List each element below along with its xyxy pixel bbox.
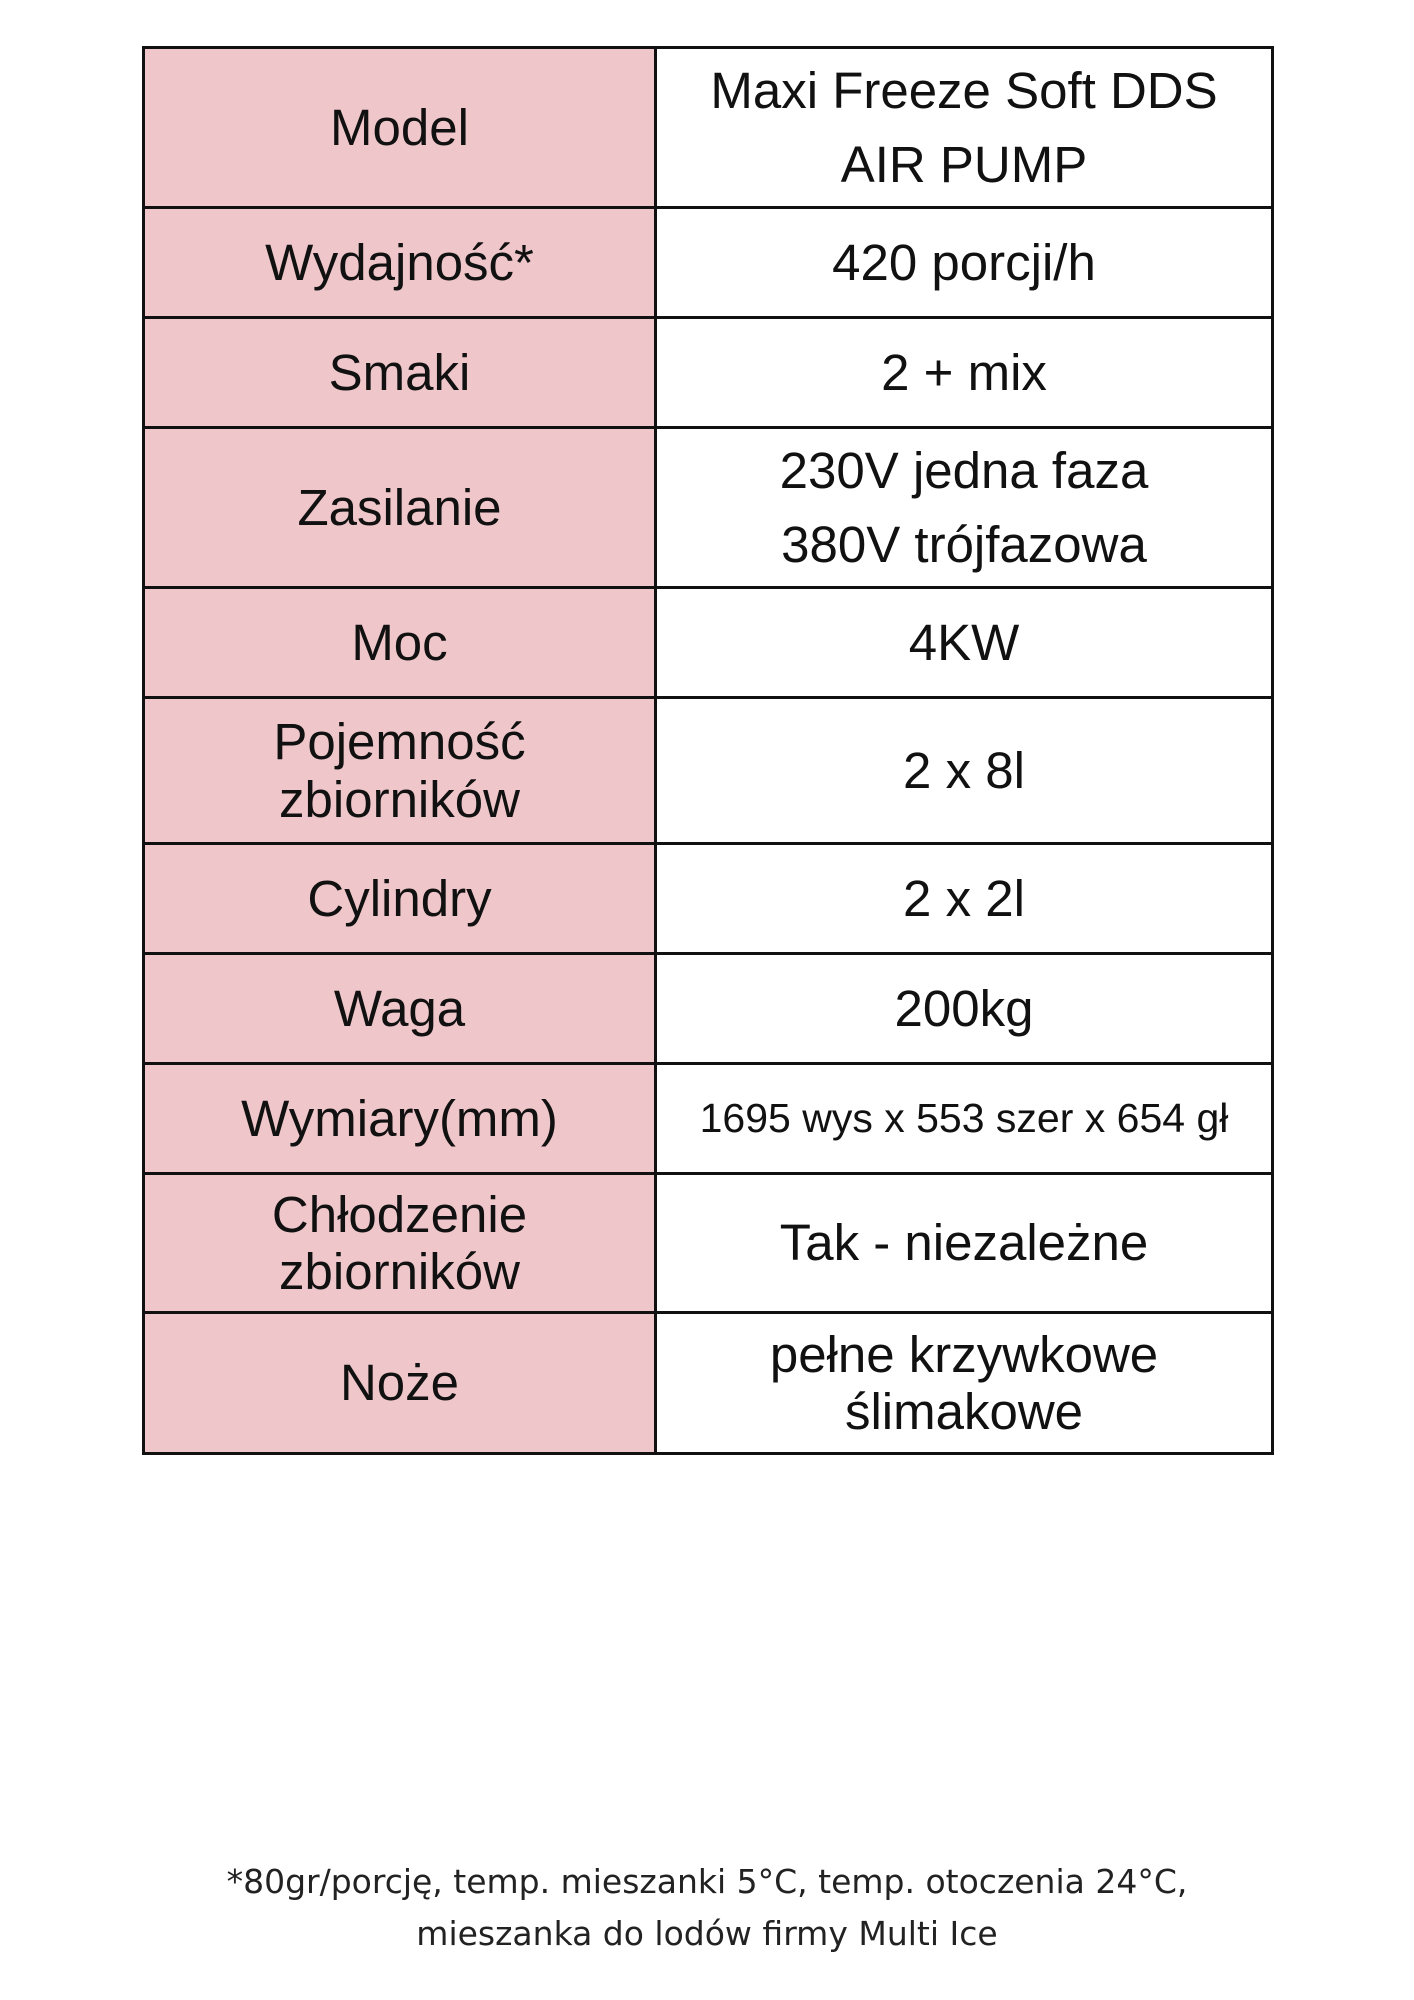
spec-row-zasilanie: [144, 428, 1273, 588]
spec-label-pojemnosc: [144, 698, 656, 844]
spec-row-pojemnosc: [144, 698, 1273, 844]
value-text: pełne krzywkowe: [769, 1325, 1159, 1383]
spec-value-zasilanie: [656, 428, 1273, 588]
value-text: 230V jedna faza: [779, 442, 1149, 500]
spec-row-moc: [144, 588, 1273, 698]
spec-value-pojemnosc: [656, 698, 1273, 844]
spec-label-waga: [144, 954, 656, 1064]
label-text: Cylindry: [307, 869, 492, 927]
spec-row-wydajnosc: [144, 208, 1273, 318]
value-text: 4KW: [908, 613, 1020, 671]
value-text: Tak - niezależne: [779, 1214, 1149, 1272]
label-text: Smaki: [328, 343, 471, 401]
spec-label-cylindry: [144, 844, 656, 954]
spec-label-model: [144, 48, 656, 208]
spec-row-cylindry: [144, 844, 1273, 954]
spec-label-smaki: [144, 318, 656, 428]
spec-value-smaki: [656, 318, 1273, 428]
value-text: 2 x 8l: [903, 741, 1025, 799]
label-text: Zasilanie: [297, 478, 502, 536]
value-text: 200kg: [894, 979, 1034, 1037]
spec-value-chlodzenie: [656, 1174, 1273, 1313]
footnote: [0, 1856, 1414, 1960]
spec-value-moc: [656, 588, 1273, 698]
spec-table: [142, 46, 1274, 1455]
spec-row-model: [144, 48, 1273, 208]
value-text: ślimakowe: [844, 1383, 1084, 1440]
spec-value-cylindry: [656, 844, 1273, 954]
spec-value-noze: [656, 1313, 1273, 1454]
footnote-line-2: mieszanka do lodów firmy Multi Ice: [416, 1914, 998, 1953]
value-text: 1695 wys x 553 szer x 654 gł: [699, 1094, 1229, 1141]
value-text: 2 x 2l: [903, 869, 1025, 927]
label-text: Model: [330, 98, 469, 156]
spec-label-noze: [144, 1313, 656, 1454]
spec-label-wydajnosc: [144, 208, 656, 318]
spec-label-zasilanie: [144, 428, 656, 588]
spec-value-waga: [656, 954, 1273, 1064]
value-text: 420 porcji/h: [832, 233, 1096, 291]
label-text: zbiorników: [279, 1243, 520, 1300]
value-text: Maxi Freeze Soft DDS: [710, 62, 1218, 120]
spec-row-wymiary: [144, 1064, 1273, 1174]
spec-row-chlodzenie: [144, 1174, 1273, 1313]
value-text: 2 + mix: [881, 343, 1047, 401]
label-text: Chłodzenie: [271, 1185, 528, 1243]
spec-value-model: [656, 48, 1273, 208]
spec-value-wydajnosc: [656, 208, 1273, 318]
label-text: Waga: [333, 979, 466, 1037]
spec-row-noze: [144, 1313, 1273, 1454]
spec-label-chlodzenie: [144, 1174, 656, 1313]
spec-row-waga: [144, 954, 1273, 1064]
label-text: Moc: [351, 613, 448, 671]
spec-label-moc: [144, 588, 656, 698]
spec-label-wymiary: [144, 1064, 656, 1174]
label-text: Pojemność: [273, 713, 526, 771]
footnote-line-1: *80gr/porcję, temp. mieszanki 5°C, temp. otoczenia 24°C,: [226, 1862, 1188, 1901]
label-text: Noże: [339, 1354, 460, 1412]
spec-value-wymiary: [656, 1064, 1273, 1174]
spec-row-smaki: [144, 318, 1273, 428]
label-text: Wydajność*: [265, 233, 534, 291]
value-text: AIR PUMP: [840, 135, 1088, 193]
label-text: Wymiary(mm): [241, 1089, 558, 1147]
value-text: 380V trójfazowa: [781, 515, 1147, 573]
label-text: zbiorników: [279, 770, 520, 828]
